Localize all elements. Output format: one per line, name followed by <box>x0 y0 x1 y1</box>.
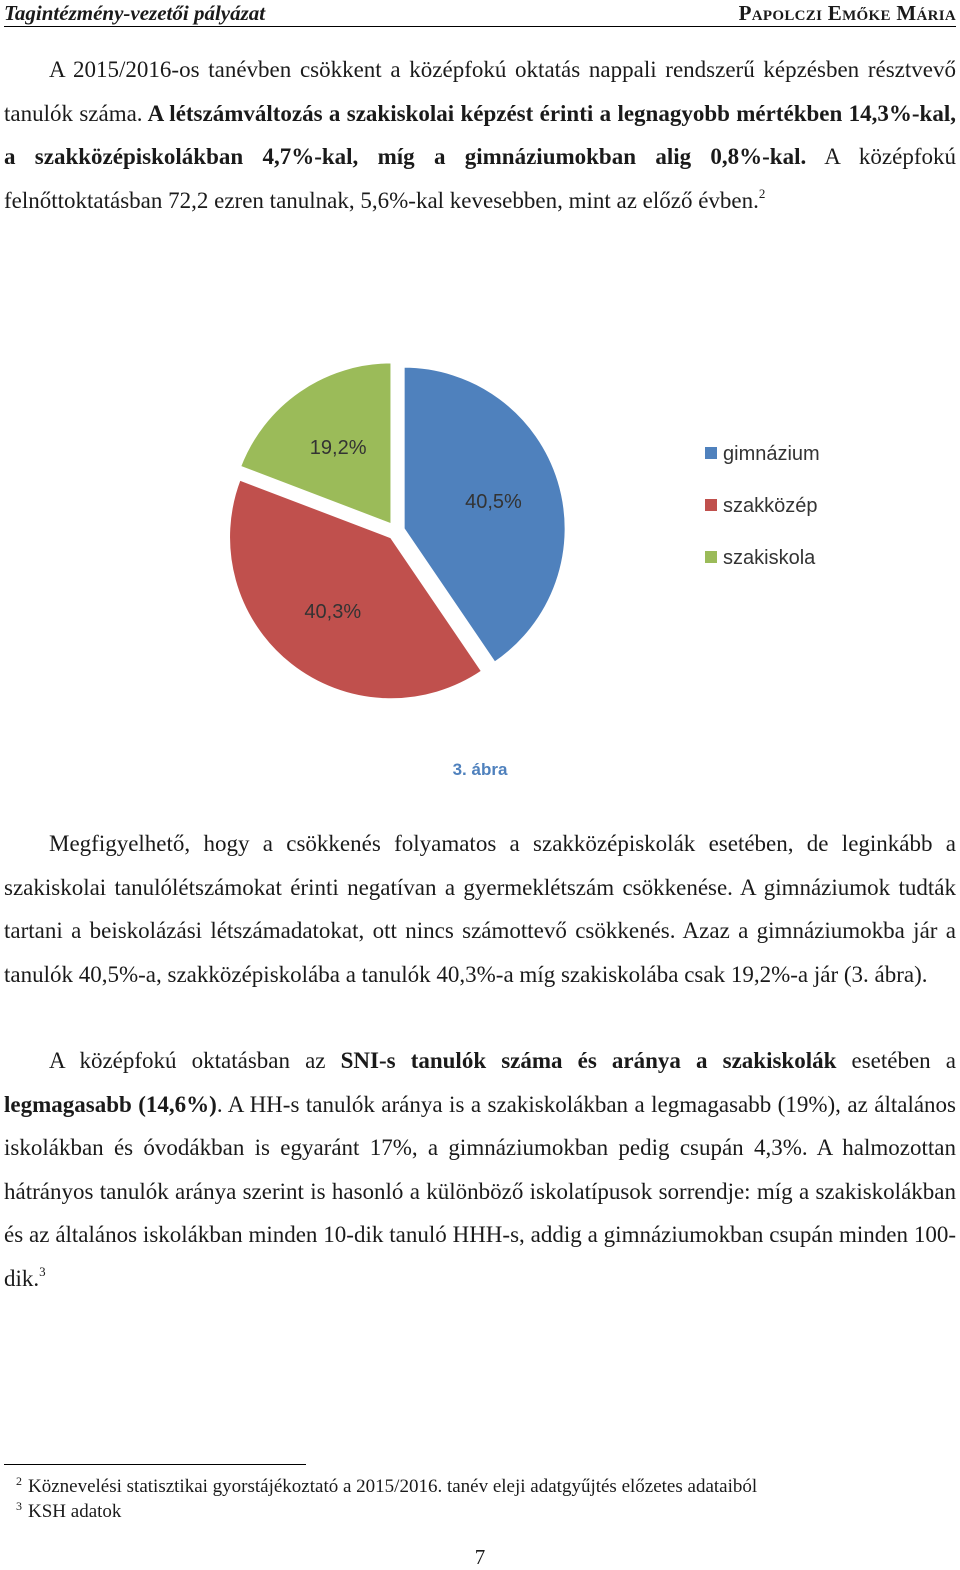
pie-slice-label-2: 40,3% <box>304 600 362 623</box>
legend-swatch-3 <box>705 551 717 563</box>
pie-slices <box>229 362 566 699</box>
paragraph-3-text-c: esetében a <box>836 1048 956 1073</box>
footnote-3 <box>16 1501 121 1523</box>
paragraph-3-text-e: . A HH-s tanulók aránya is a szakiskolákban a legmagasabb (19%), az általános iskolákban és óvodákban is egyaránt 17%, a gimnáziumokban pedig csupán 4,3%. A halmozottan hátrányos tanulók aránya szerint is hasonló a különböző iskolatípusok sorrendje: míg a szakiskolákban és az általános iskolákban minden 10-dik tanuló HHH-s, addig a gimnáziumokban csupán minden 100-dik. <box>4 1091 956 1291</box>
paragraph-1-text-b: A létszámváltozás a szakiskolai képzést érinti a legnagyobb mértékben 14,3%-kal, a szakközépiskolákban 4,7%-kal, míg a gimnáziumokban alig 0,8%-kal. <box>4 100 956 169</box>
footnote-3-number: 3 <box>16 1499 22 1513</box>
paragraph-1 <box>4 48 956 222</box>
legend-swatch-1 <box>705 447 717 459</box>
footnote-2-number: 2 <box>16 1474 22 1488</box>
pie-chart <box>0 350 960 750</box>
paragraph-3-text-a: A középfokú oktatásban az <box>49 1048 341 1073</box>
footnote-2 <box>16 1476 757 1498</box>
legend-label-2: szakközép <box>723 495 818 517</box>
header-author: Papolczi Emőke Mária <box>738 0 956 25</box>
page-header <box>4 0 956 27</box>
paragraph-3-bold-highest: legmagasabb (14,6%) <box>4 1091 217 1117</box>
chart-legend <box>705 443 820 569</box>
paragraph-3-bold-sni: SNI-s tanulók száma és aránya a szakiskolák <box>340 1048 837 1073</box>
legend-label-3: szakiskola <box>723 547 816 569</box>
footnote-divider <box>4 1464 306 1465</box>
paragraph-2: Megfigyelhető, hogy a csökkenés folyamatos a szakközépiskolák esetében, de leginkább a szakiskolai tanulólétszámokat érinti negatívan a gyermeklétszám csökkenése. A gimnáziumok tudták tartani a beiskolázási létszámadatokat, ott nincs számottevő csökkenés. Azaz a gimnáziumokba jár a tanulók 40,5%-a, szakközépiskolába a tanulók 40,3%-a míg szakiskolába csak 19,2%-a jár (3. ábra). <box>4 831 956 987</box>
paragraph-1-text-c: A középfokú felnőttoktatásban 72,2 ezren tanulnak, 5,6%-kal kevesebben, mint az előző évben. <box>4 144 957 213</box>
footnote-3-text: KSH adatok <box>28 1501 122 1522</box>
pie-slice-label-3: 19,2% <box>309 437 367 460</box>
legend-label-1: gimnázium <box>723 443 820 465</box>
footnote-2-text: Köznevelési statisztikai gyorstájékoztató a 2015/2016. tanév eleji adatgyűjtés előzetes adataiból <box>28 1476 758 1497</box>
footnote-ref-3[interactable]: 3 <box>39 1263 46 1279</box>
header-title: Tagintézmény-vezetői pályázat <box>4 0 266 25</box>
footnote-ref-2[interactable]: 2 <box>758 185 766 201</box>
paragraph-3 <box>4 1039 956 1300</box>
page-number: 7 <box>474 1545 486 1569</box>
paragraph-1-text-a: A 2015/2016-os tanévben csökkent a középfokú oktatás nappali rendszerű képzésben résztvevő tanulók száma. <box>4 57 956 126</box>
figure-caption: 3. ábra <box>452 760 508 779</box>
pie-slice-label-1: 40,5% <box>465 491 522 514</box>
legend-swatch-2 <box>705 499 717 511</box>
